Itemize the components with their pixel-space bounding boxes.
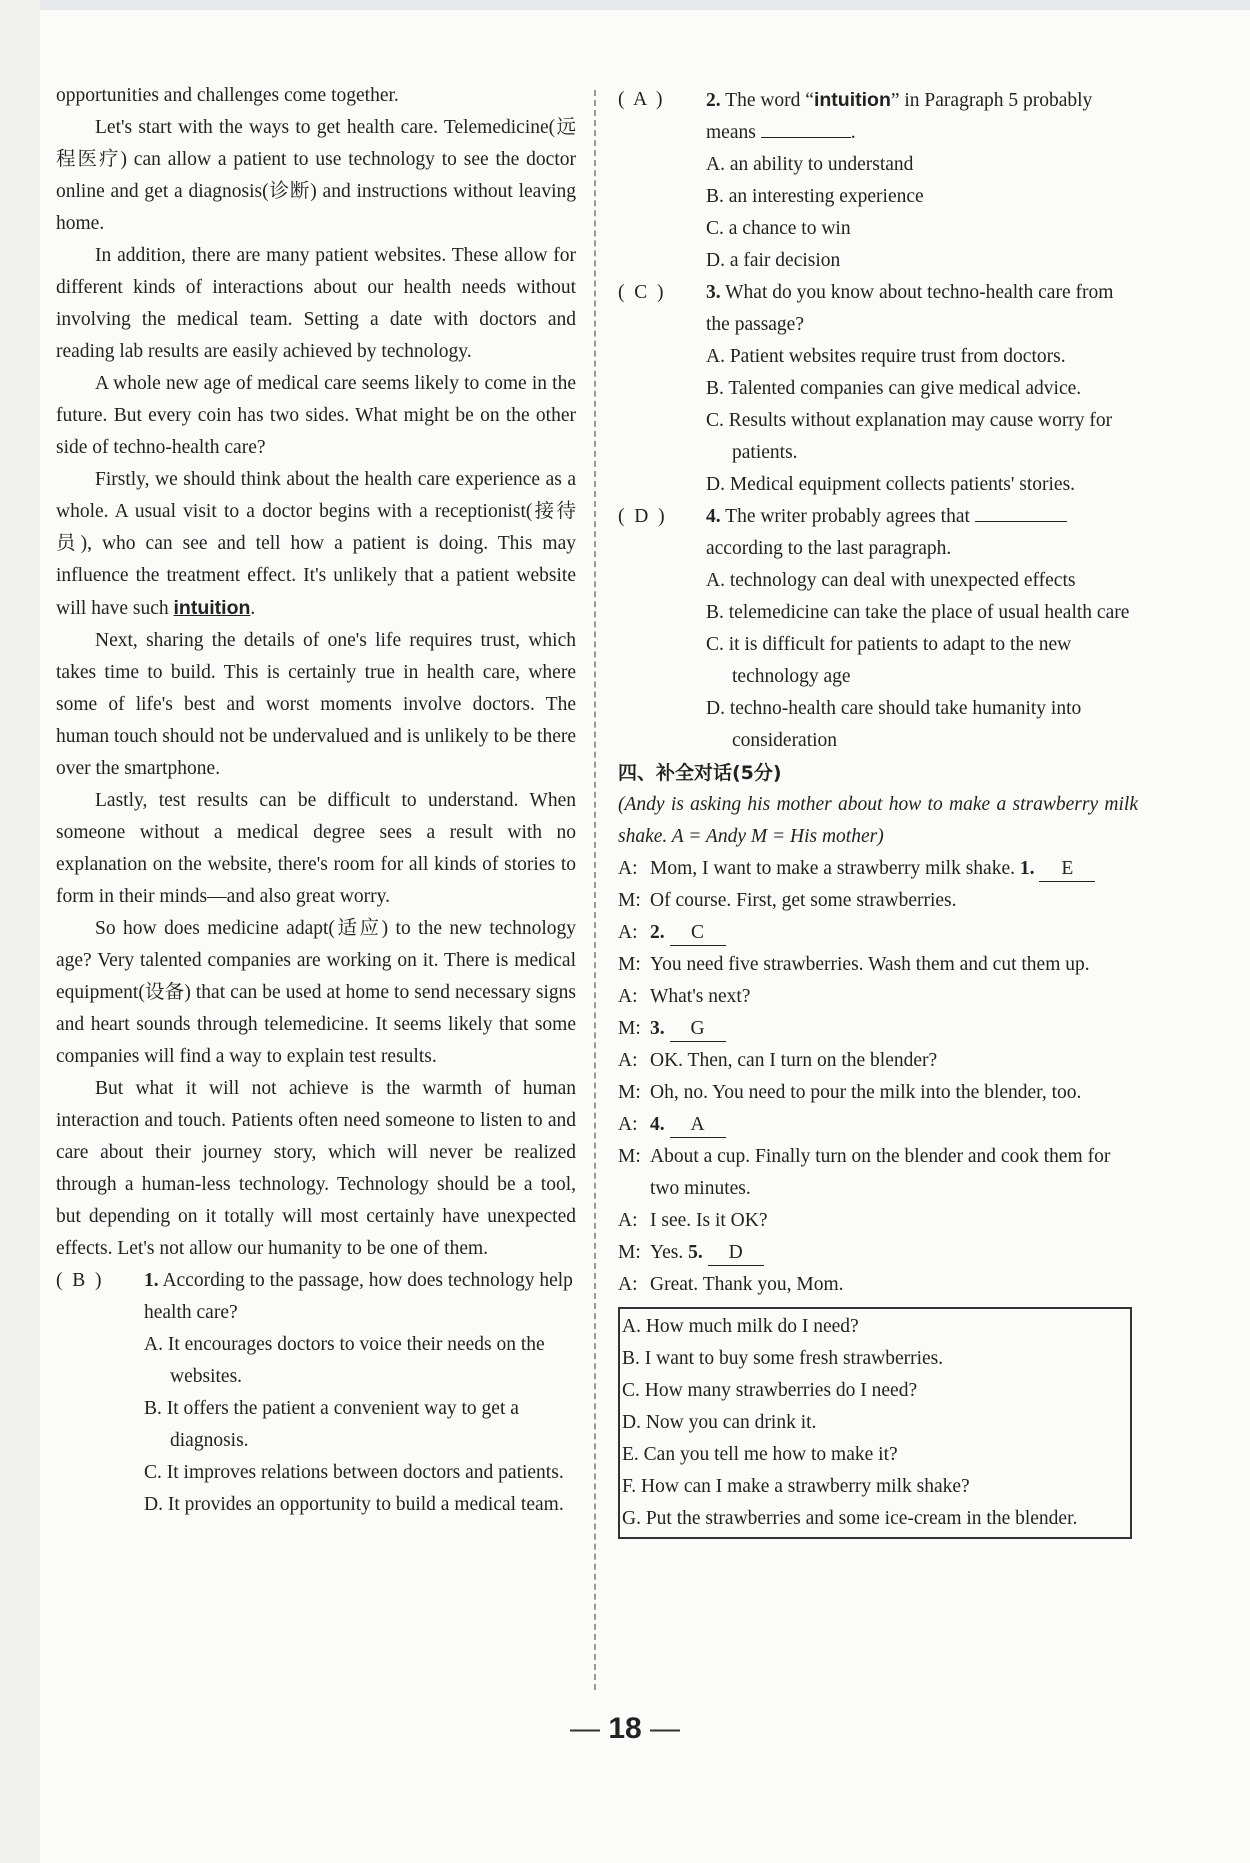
dialogue xyxy=(618,853,1138,1301)
answer-bracket: ( D ) xyxy=(618,506,665,527)
choice: G. Put the strawberries and some ice-cream in the blender. xyxy=(622,1508,1078,1529)
dialogue-text: Of course. First, get some strawberries. xyxy=(650,890,957,911)
page-number-value: 18 xyxy=(608,1712,642,1745)
blank-number: 5. xyxy=(688,1242,703,1263)
question-stem: ” in Paragraph 5 probably means xyxy=(706,90,1093,143)
dialogue-text: Oh, no. You need to pour the milk into the blender, too. xyxy=(650,1082,1082,1103)
option: C. it is difficult for patients to adapt to the new technology age xyxy=(706,634,1072,687)
section-intro: (Andy is asking his mother about how to make a strawberry milk shake. A = Andy M = His mother) xyxy=(618,794,1138,847)
column-divider xyxy=(594,90,596,1690)
option: B. Talented companies can give medical advice. xyxy=(706,378,1082,399)
option-list xyxy=(618,149,1138,277)
option-list xyxy=(618,341,1138,501)
section-title: 四、补全对话(5分) xyxy=(618,762,782,784)
question-2: ( A ) 2. The word “intuition” in Paragraph 5 probably means . xyxy=(618,84,1138,149)
paragraph: So how does medicine adapt(适应) to the new technology age? Very talented companies are working on it. There is medical equipment(设备) that can be used at home to send necessary signs and heart sounds through telemedicine. It seems likely that some companies will find a way to explain test results. xyxy=(56,918,576,1067)
question-stem: What do you know about techno-health care from the passage? xyxy=(706,282,1114,335)
paragraph: But what it will not achieve is the warmth of human interaction and touch. Patients often need someone to listen to and care about their journey story, which will never be realized through a human-less technology. Technology should be a tool, but depending on it totally will most certainly have unexpected effects. Let's not allow our humanity to be one of them. xyxy=(56,1078,576,1259)
dialogue-line xyxy=(618,1013,1138,1045)
blank-number: 4. xyxy=(650,1114,665,1135)
answer-blank: E xyxy=(1039,857,1095,882)
dialogue-line xyxy=(618,1077,1138,1109)
speaker-label: A: xyxy=(618,922,638,943)
answer-bracket: ( B ) xyxy=(56,1270,102,1291)
option: B. telemedicine can take the place of usual health care xyxy=(706,602,1130,623)
option: D. Medical equipment collects patients' stories. xyxy=(706,474,1076,495)
speaker-label: M: xyxy=(618,1242,641,1263)
question-4 xyxy=(618,501,1138,565)
option: A. technology can deal with unexpected effects xyxy=(706,570,1076,591)
dialogue-line xyxy=(618,1205,1138,1237)
answer-blank: D xyxy=(708,1241,764,1266)
speaker-label: M: xyxy=(618,1146,641,1167)
dialogue-text: Mom, I want to make a strawberry milk shake. xyxy=(650,858,1015,879)
speaker-label: M: xyxy=(618,890,641,911)
option: C. a chance to win xyxy=(706,218,851,239)
dialogue-line xyxy=(618,1109,1138,1141)
dialogue-line xyxy=(618,1269,1138,1301)
option: A. an ability to understand xyxy=(706,154,914,175)
dialogue-line xyxy=(618,1141,1138,1205)
dialogue-line xyxy=(618,1237,1138,1269)
paragraph: A whole new age of medical care seems likely to come in the future. But every coin has two sides. What might be on the other side of techno-health care? xyxy=(56,373,576,458)
paragraph: In addition, there are many patient websites. These allow for different kinds of interactions about our health needs without involving the medical team. Setting a date with doctors and reading lab results are easily achieved by technology. xyxy=(56,245,576,362)
paragraph: Let's start with the ways to get health care. Telemedicine(远程医疗) can allow a patient to use technology to see the doctor online and get a diagnosis(诊断) and instructions without leaving home. xyxy=(56,117,576,234)
dialogue-line xyxy=(618,1045,1138,1077)
paragraph: opportunities and challenges come together. xyxy=(56,85,399,106)
paragraph: Lastly, test results can be difficult to understand. When someone without a medical degree sees a result with no explanation on the website, there's room for all kinds of stories to form in their minds—and also great worry. xyxy=(56,790,576,907)
speaker-label: A: xyxy=(618,1114,638,1135)
option: D. It provides an opportunity to build a medical team. xyxy=(144,1494,564,1515)
left-column xyxy=(56,80,576,1521)
answer-letter: C xyxy=(634,282,648,303)
answer-blank xyxy=(761,137,851,138)
dialogue-line xyxy=(618,949,1138,981)
keyword-intuition: intuition xyxy=(813,89,891,111)
option-list xyxy=(618,565,1138,757)
dialogue-text: Yes. xyxy=(650,1242,684,1263)
option: D. techno-health care should take humanity into consideration xyxy=(706,698,1082,751)
choice: A. How much milk do I need? xyxy=(622,1316,859,1337)
choices-box xyxy=(618,1307,1132,1539)
paragraph: Next, sharing the details of one's life requires trust, which takes time to build. This is certainly true in health care, where some of life's best and worst moments involve doctors. The human touch should not be undervalued and is unlikely to be there over the smartphone. xyxy=(56,630,576,779)
scan-left-edge xyxy=(0,0,40,1863)
dialogue-text: You need five strawberries. Wash them and cut them up. xyxy=(650,954,1090,975)
answer-blank: C xyxy=(670,921,726,946)
option: C. Results without explanation may cause worry for patients. xyxy=(706,410,1113,463)
answer-letter: B xyxy=(72,1270,86,1291)
question-stem: The writer probably agrees that xyxy=(725,506,970,527)
paragraph-with-keyword: Firstly, we should think about the health care experience as a whole. A usual visit to a doctor begins with a receptionist(接待员), who can see and tell how a patient is doing. This may influence the treatment effect. It's unlikely that a patient website will have such intuition. xyxy=(56,469,576,619)
paragraph-text: Firstly, we should think about the health care experience as a whole. A usual visit to a doctor begins with a receptionist(接待员), who can see and tell how a patient is doing. This may influence the treatment effect. It's unlikely that a patient website will have such xyxy=(56,469,576,619)
option: A. Patient websites require trust from doctors. xyxy=(706,346,1066,367)
answer-blank: G xyxy=(670,1017,726,1042)
choice: C. How many strawberries do I need? xyxy=(622,1380,918,1401)
blank-number: 2. xyxy=(650,922,665,943)
speaker-label: A: xyxy=(618,858,638,879)
option: B. an interesting experience xyxy=(706,186,924,207)
page-number: — 18 — xyxy=(569,1712,681,1745)
speaker-label: A: xyxy=(618,986,638,1007)
question-stem: according to the last paragraph. xyxy=(706,538,952,559)
dialogue-text: I see. Is it OK? xyxy=(650,1210,768,1231)
answer-blank: A xyxy=(670,1113,726,1138)
answer-blank xyxy=(975,521,1067,522)
option: D. a fair decision xyxy=(706,250,841,271)
question-number: 3. xyxy=(706,282,721,303)
option: A. It encourages doctors to voice their needs on the websites. xyxy=(144,1334,545,1387)
right-column xyxy=(618,84,1138,1539)
dialogue-text: OK. Then, can I turn on the blender? xyxy=(650,1050,938,1071)
option-list xyxy=(56,1329,576,1521)
choice: F. How can I make a strawberry milk shake? xyxy=(622,1476,970,1497)
dialogue-text: About a cup. Finally turn on the blender and cook them for two minutes. xyxy=(650,1146,1111,1199)
question-3 xyxy=(618,277,1138,341)
dialogue-line xyxy=(618,853,1138,885)
speaker-label: A: xyxy=(618,1274,638,1295)
speaker-label: A: xyxy=(618,1210,638,1231)
speaker-label: M: xyxy=(618,954,641,975)
question-number: 1. xyxy=(144,1270,159,1291)
keyword-intuition: intuition xyxy=(173,597,251,619)
choice: E. Can you tell me how to make it? xyxy=(622,1444,898,1465)
dialogue-line xyxy=(618,917,1138,949)
blank-number: 3. xyxy=(650,1018,665,1039)
dialogue-line xyxy=(618,981,1138,1013)
speaker-label: M: xyxy=(618,1082,641,1103)
question-number: 4. xyxy=(706,506,721,527)
dialogue-text: What's next? xyxy=(650,986,751,1007)
answer-letter: D xyxy=(634,506,649,527)
option: B. It offers the patient a convenient way to get a diagnosis. xyxy=(144,1398,519,1451)
answer-bracket: ( C ) xyxy=(618,282,664,303)
choice: D. Now you can drink it. xyxy=(622,1412,817,1433)
question-1 xyxy=(56,1265,576,1329)
dialogue-line xyxy=(618,885,1138,917)
scan-top-edge xyxy=(0,0,1250,10)
question-number: 2. xyxy=(706,90,721,111)
speaker-label: A: xyxy=(618,1050,638,1071)
answer-letter: A xyxy=(633,89,647,110)
blank-number: 1. xyxy=(1019,858,1035,879)
choice: B. I want to buy some fresh strawberries. xyxy=(622,1348,944,1369)
speaker-label: M: xyxy=(618,1018,641,1039)
answer-bracket: ( A ) xyxy=(618,89,663,110)
question-stem: According to the passage, how does technology help health care? xyxy=(144,1270,573,1323)
option: C. It improves relations between doctors and patients. xyxy=(144,1462,564,1483)
dialogue-text: Great. Thank you, Mom. xyxy=(650,1274,844,1295)
question-stem: The word “ xyxy=(725,90,814,111)
